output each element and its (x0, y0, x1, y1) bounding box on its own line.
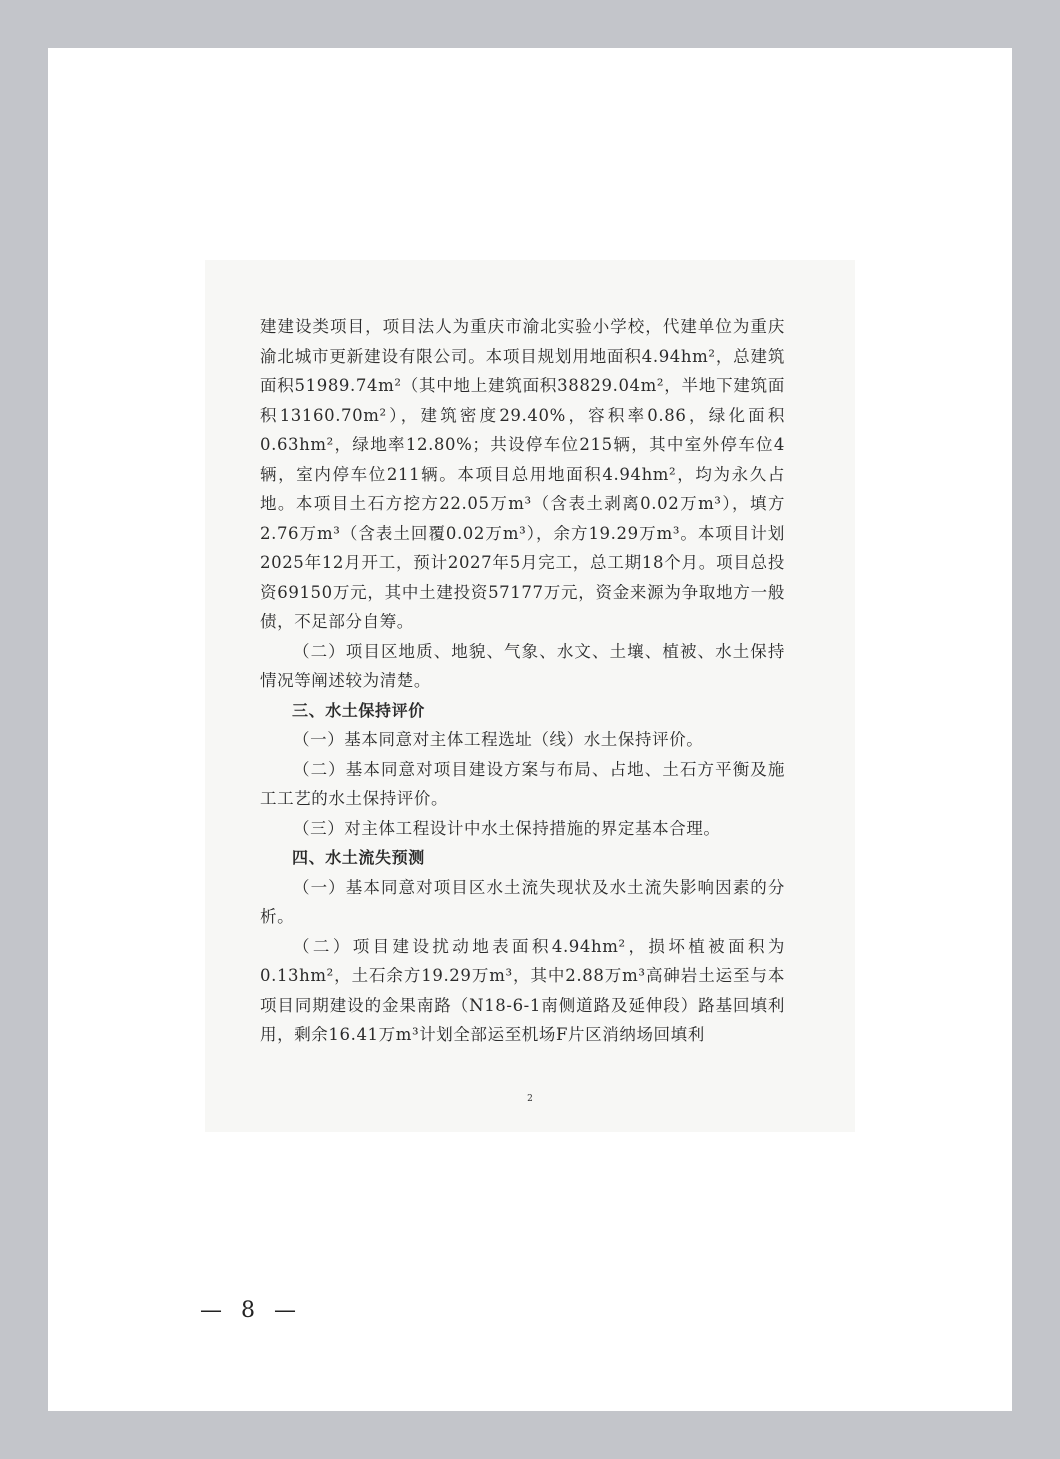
page-number: — 8 — (200, 1298, 302, 1323)
section-heading-prediction: 四、水土流失预测 (292, 848, 425, 867)
paragraph-prediction-1: （一）基本同意对项目区水土流失现状及水土流失影响因素的分析。 (260, 877, 785, 926)
paragraph-prediction-2: （二）项目建设扰动地表面积4.94hm²，损坏植被面积为0.13hm²，土石余方19.29万m³，其中2.88万m³高砷岩土运至与本项目同期建设的金果南路（N18-6-1南侧道路及延伸段）路基回填利用，剩余16.41万m³计划全部运至机场F片区消纳场回填利 (260, 936, 785, 1044)
paragraph-evaluation-1: （一）基本同意对主体工程选址（线）水土保持评价。 (293, 730, 704, 749)
paragraph-evaluation-2: （二）基本同意对项目建设方案与布局、占地、土石方平衡及施工工艺的水土保持评价。 (260, 759, 785, 808)
inner-page-number: 2 (527, 1094, 533, 1104)
paragraph-project-overview: 建建设类项目，项目法人为重庆市渝北实验小学校，代建单位为重庆渝北城市更新建设有限公司。本项目规划用地面积4.94hm²，总建筑面积51989.74m²（其中地上建筑面积38829.04m²，半地下建筑面积13160.70m²），建筑密度29.40%，容积率0.86，绿化面积0.63hm²，绿地率12.80%；共设停车位215辆，其中室外停车位4辆，室内停车位211辆。本项目总用地面积4.94hm²，均为永久占地。本项目土石方挖方22.05万m³（含表土剥离0.02万m³），填方2.76万m³（含表土回覆0.02万m³），余方19.29万m³。本项目计划2025年12月开工，预计2027年5月完工，总工期18个月。项目总投资69150万元，其中土建投资57177万元，资金来源为争取地方一般债，不足部分自筹。 (260, 317, 785, 631)
body-text (260, 312, 785, 1050)
document-page (48, 48, 1012, 1411)
scanned-page-image (205, 260, 855, 1132)
paragraph-evaluation-3: （三）对主体工程设计中水土保持措施的界定基本合理。 (293, 818, 721, 838)
section-heading-evaluation: 三、水土保持评价 (292, 700, 425, 720)
paragraph-site-conditions: （二）项目区地质、地貌、气象、水文、土壤、植被、水土保持情况等阐述较为清楚。 (260, 641, 785, 690)
